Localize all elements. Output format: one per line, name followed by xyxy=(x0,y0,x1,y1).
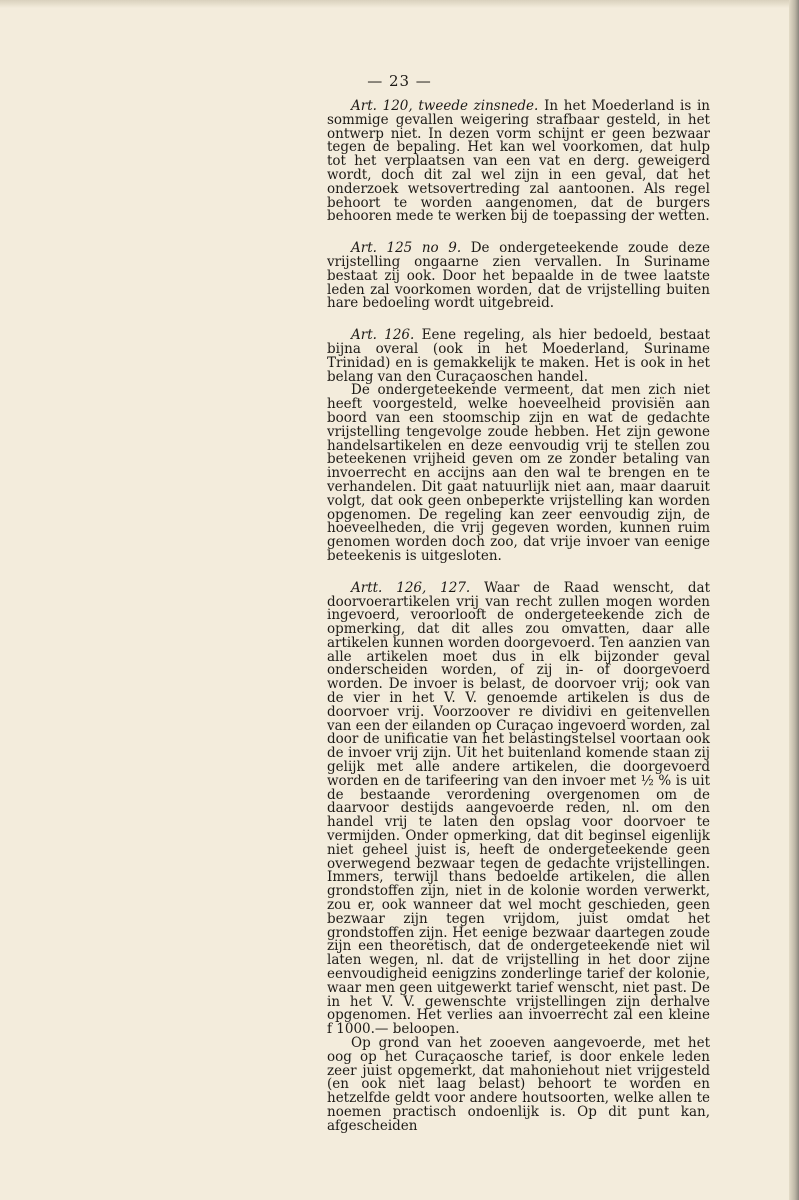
page-number: — 23 — xyxy=(367,72,432,90)
article-ref: Artt. 126, 127. xyxy=(351,579,471,596)
paragraph-art-120 xyxy=(327,100,710,224)
page-top-shade xyxy=(0,0,799,8)
paragraph-text: De ondergeteekende zoude deze vrijstelling ongaarne zien vervallen. In Suriname bestaat zij ook. Door het bepaalde in de twee laatste leden zal voorkomen worden, dat de vrijstelling buiten hare bedoeling wordt uitgebreid. xyxy=(327,240,710,312)
paragraph-text: Waar de Raad wenscht, dat doorvoerartikelen vrij van recht zullen mogen worden ingevoerd, veroorlooft de ondergeteekende zich de opmerking, dat dit alles zou omvatten, daar alle artikelen kunnen worden doorgevoerd. Ten aanzien van alle artikelen moet dus in elk bijzonder geval onderscheiden worden, of zij in- of doorgevoerd worden. De invoer is belast, de doorvoer vrij; ook van de vier in het V. V. genoemde artikelen is dus de doorvoer vrij. Voorzoover re dividivi en geitenvellen van een der eilanden op Curaçao ingevoerd worden, zal door de unificatie van het belastingstelsel voortaan ook de invoer vrij zijn. Uit het buitenland komende staan zij gelijk met alle andere artikelen, die doorgevoerd worden en de tarifeering van den invoer met ½ % is uit de bestaande verordening overgenomen om de daarvoor destijds aangevoerde reden, nl. om den handel vrij te laten den opslag voor doorvoer te vermijden. Onder opmerking, dat dit beginsel eigenlijk niet geheel juist is, heeft de ondergeteekende geen overwegend bezwaar tegen de gedachte vrijstellingen. Immers, terwijl thans bedoelde artikelen, die allen grondstoffen zijn, niet in de kolonie worden verwerkt, zou er, ook wanneer dat wel mocht geschieden, geen bezwaar zijn tegen vrijdom, juist omdat het grondstoffen zijn. Het eenige bezwaar daartegen zoude zijn een theoretisch, dat de ondergeteekende niet wil laten wegen, nl. dat de vrijstelling in het door zijne eenvoudigheid eenigzins zonderlinge tarief der kolonie, waar men geen uitgewerkt tarief wenscht, niet past. De in het V. V. gewenschte vrijstellingen zijn derhalve opgenomen. Het verlies aan invoerrecht zal een kleine f 1000.— beloopen. xyxy=(327,579,710,1038)
text-column xyxy=(327,100,710,1134)
paragraph-artt-126-127-continued: Op grond van het zooeven aangevoerde, met het oog op het Curaçaosche tarief, is door enkele leden zeer juist opgemerkt, dat mahoniehout niet vrijgesteld (en ook niet laag belast) behoort te worden en hetzelfde geldt voor andere houtsoorten, welke allen te noemen practisch ondoenlijk is. Op dit punt kan, afgescheiden xyxy=(327,1035,710,1134)
article-ref: Art. 120, tweede zinsnede. xyxy=(351,98,539,114)
page-edge xyxy=(789,0,799,1200)
paragraph-text: Eene regeling, als hier bedoeld, bestaat bijna overal (ook in het Moederland, Suriname Trinidad) en is gemakkelijk te maken. Het is ook in het belang van den Curaçaoschen handel. xyxy=(327,327,711,385)
paragraph-art-126 xyxy=(327,329,710,384)
paragraph-art-125 xyxy=(327,242,710,311)
article-ref: Art. 125 no 9. xyxy=(351,240,462,257)
paragraph-artt-126-127 xyxy=(327,579,710,1038)
article-ref: Art. 126. xyxy=(351,327,415,344)
paragraph-art-126-continued: De ondergeteekende vermeent, dat men zich niet heeft voorgesteld, welke hoeveelheid provisiën aan boord van een stoomschip zijn en wat de gedachte vrijstelling tengevolge zoude hebben. Het zijn gewone handelsartikelen en deze eenvoudig vrij te stellen zou beteekenen vrijheid geven om ze zonder betaling van invoerrecht en accijns aan den wal te brengen en te verhandelen. Dit gaat natuurlijk niet aan, maar daaruit volgt, dat ook geen onbeperkte vrijstelling kan worden opgenomen. De regeling kan zeer eenvoudig zijn, de hoeveelheden, die vrij gegeven worden, kunnen ruim genomen worden doch zoo, dat vrije invoer van eenige beteekenis is uitgesloten. xyxy=(327,382,710,564)
paragraph-text: In het Moederland is in sommige gevallen weigering strafbaar gesteld, in het ontwerp niet. In dezen vorm schijnt er geen bezwaar tegen de bepaling. Het kan wel voorkomen, dat hulp tot het verplaatsen van een vat en derg. geweigerd wordt, doch dit zal wel zijn in een geval, dat het onderzoek wetsovertreding zal aantoonen. Als regel behoort te worden aangenomen, dat de burgers behooren mede te werken bij de toepassing der wetten. xyxy=(327,98,710,225)
